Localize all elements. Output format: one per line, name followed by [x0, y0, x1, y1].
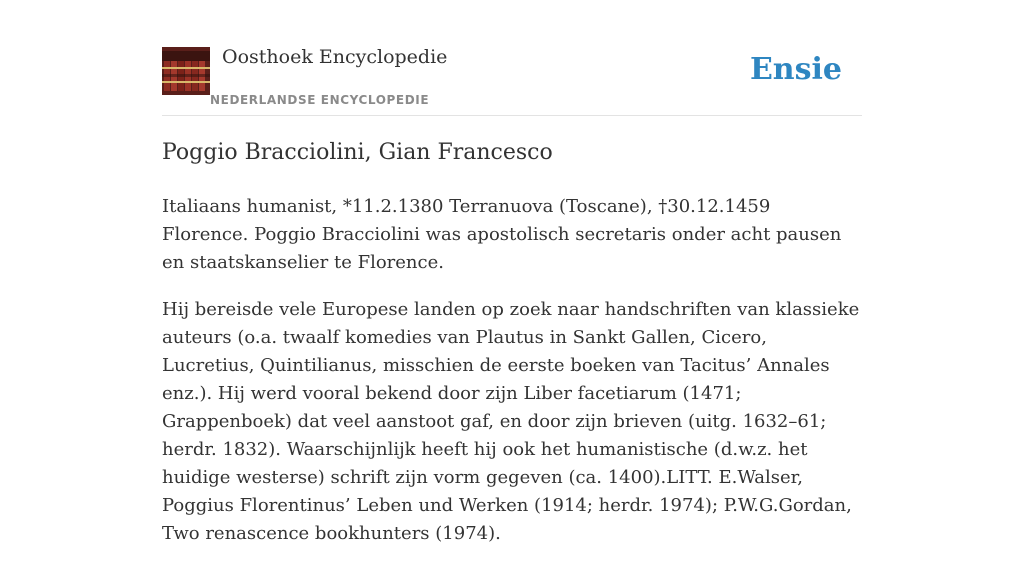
- article-paragraph: Italiaans humanist, *11.2.1380 Terranuova (Toscane), †30.12.1459 Florence. Poggio Bracciolini was apostolisch secretaris onder acht pausen en staatskanselier te Florence.: [162, 196, 842, 273]
- page-container: [162, 0, 862, 544]
- brand-logo[interactable]: Ensie: [749, 52, 842, 87]
- article-body: [162, 193, 862, 567]
- article-title: Poggio Bracciolini, Gian Francesco: [162, 140, 553, 165]
- site-title[interactable]: Oosthoek Encyclopedie: [222, 46, 448, 68]
- site-header: [162, 0, 862, 116]
- article-paragraph: Hij bereisde vele Europese landen op zoek naar handschriften van klassieke auteurs (o.a. twaalf komedies van Plautus in Sankt Gallen, Cicero, Lucretius, Quintilianus, misschien de eerste boeken van Tacitus’ Annales enz.). Hij werd vooral bekend door zijn Liber facetiarum (1471; Grappenboek) dat veel aanstoot gaf, en door zijn brieven (uitg. 1632–61; herdr. 1832). Waarschijnlijk heeft hij ook het humanistische (d.w.z. het huidige westerse) schrift zijn vorm gegeven (ca. 1400).LITT. E.Walser, Poggius Florentinus’ Leben und Werken (1914; herdr. 1974); P.W.G.Gordan, Two renascence bookhunters (1974).: [162, 299, 860, 544]
- encyclopedia-books-icon[interactable]: [162, 47, 210, 95]
- site-subtitle: NEDERLANDSE ENCYCLOPEDIE: [210, 93, 430, 107]
